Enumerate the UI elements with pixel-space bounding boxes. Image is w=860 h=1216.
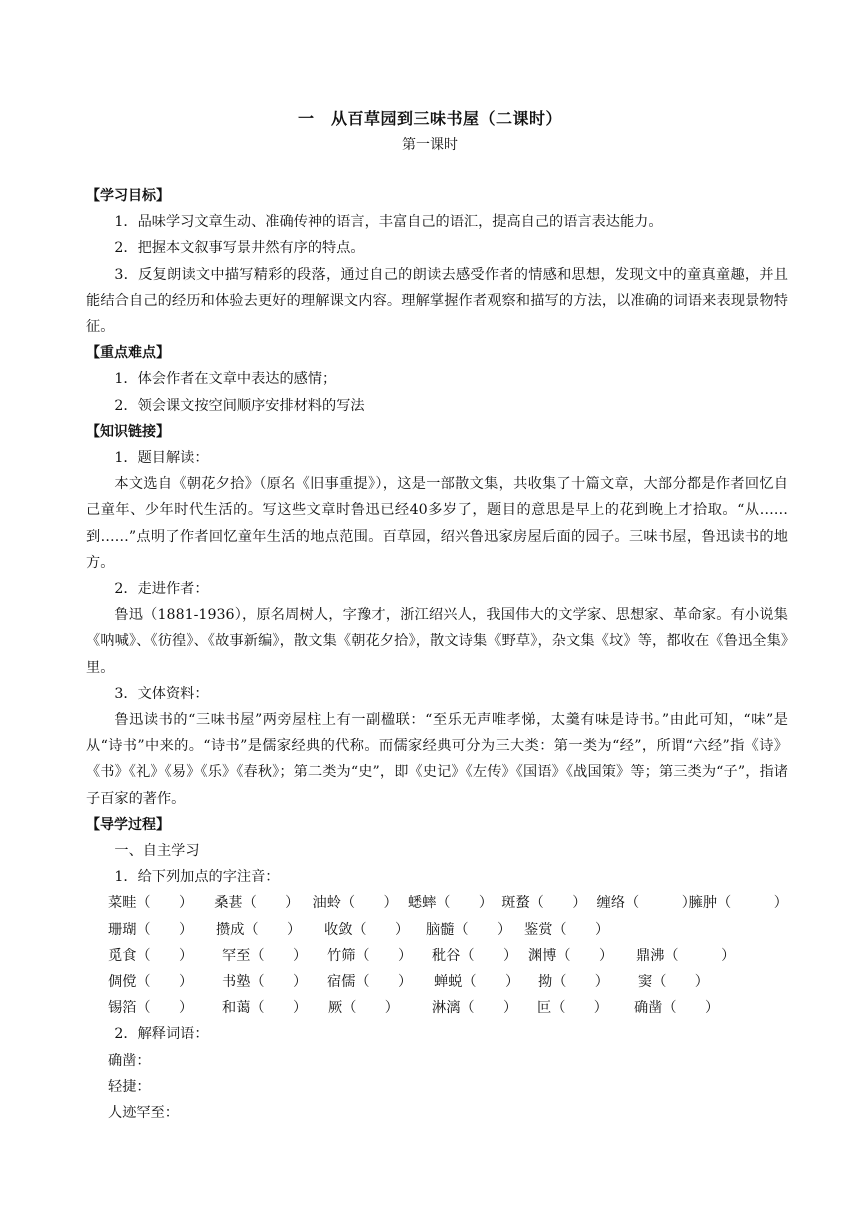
section-heading-process: 【导学过程】 xyxy=(86,816,170,833)
section-heading-goals: 【学习目标】 xyxy=(86,188,170,204)
vocab-item: 竹筛（ ） xyxy=(327,947,413,964)
subsection-title: 3．文体资料： xyxy=(114,685,209,702)
vocab-item: 脑髓（ ） xyxy=(426,921,512,938)
vocab-grid xyxy=(86,890,788,1021)
vocab-row xyxy=(108,890,788,916)
term-item: 人迹罕至： xyxy=(108,1105,179,1122)
section-heading-key-points: 【重点难点】 xyxy=(86,345,170,362)
subsection-title: 1．题目解读： xyxy=(114,450,209,467)
key-point-item: 1．体会作者在文章中表达的感情； xyxy=(114,371,337,388)
vocab-item: 收敛（ ） xyxy=(324,921,410,938)
vocab-item: 缠络（ ） xyxy=(596,895,696,912)
vocab-row xyxy=(108,917,788,943)
vocab-item: 珊瑚（ ） xyxy=(108,921,194,938)
paragraph: 鲁迅读书的“三味书屋”两旁屋柱上有一副楹联：“至乐无声唯孝悌，太羹有味是诗书。”由此可知，“味”是从“诗书”中来的。“诗书”是儒家经典的代称。而儒家经典可分为三大类：第一类为“经”，所谓“六经”指《诗》《书》《礼》《易》《乐》《春秋》；第二类为“史”，即《史记》《左传》《国语》《战国策》等；第三类为“子”，指诸子百家的著作。 xyxy=(86,712,788,807)
vocab-item: 攒成（ ） xyxy=(216,921,302,938)
vocab-item: 秕谷（ ） xyxy=(432,947,518,964)
question-title: 1．给下列加点的字注音： xyxy=(114,869,280,886)
document-body xyxy=(86,183,788,1126)
vocab-item: 鉴赏（ ） xyxy=(524,921,610,938)
vocab-item: 确凿（ ） xyxy=(634,1000,720,1017)
vocab-row xyxy=(108,943,788,969)
vocab-item: 臃肿（ ） xyxy=(688,895,788,912)
vocab-item: 叵（ ） xyxy=(537,1000,608,1017)
vocab-item: 觅食（ ） xyxy=(108,947,194,964)
vocab-item: 斑蝥（ ） xyxy=(501,895,587,912)
key-point-item: 2．领会课文按空间顺序安排材料的写法 xyxy=(114,397,365,414)
vocab-row xyxy=(108,969,788,995)
vocab-item: 桑葚（ ） xyxy=(214,895,300,912)
vocab-row xyxy=(108,995,788,1021)
vocab-item: 和蔼（ ） xyxy=(222,1000,308,1017)
question-title: 2．解释词语： xyxy=(114,1026,209,1043)
vocab-item: 渊博（ ） xyxy=(528,947,614,964)
vocab-item: 厥（ ） xyxy=(328,1000,399,1017)
term-item: 确凿： xyxy=(108,1052,151,1069)
paragraph: 鲁迅（1881-1936），原名周树人，字豫才，浙江绍兴人，我国伟大的文学家、思想家、革命家。有小说集《呐喊》、《彷徨》、《故事新编》，散文集《朝花夕拾》，散文诗集《野草》，杂文集《坟》等，都收在《鲁迅全集》里。 xyxy=(86,607,788,676)
paragraph: 本文选自《朝花夕拾》（原名《旧事重提》），这是一部散文集，共收集了十篇文章，大部分都是作者回忆自己童年、少年时代生活的。写这些文章时鲁迅已经40多岁了，题目的意思是早上的花到晚上才拾取。“从……到……”点明了作者回忆童年生活的地点范围。百草园，绍兴鲁迅家房屋后面的园子。三味书屋，鲁迅读书的地方。 xyxy=(86,476,788,571)
vocab-item: 倜傥（ ） xyxy=(108,974,194,991)
goal-item: 2．把握本文叙事写景井然有序的特点。 xyxy=(114,240,365,257)
part-title: 一、自主学习 xyxy=(114,843,200,860)
vocab-item: 油蛉（ ） xyxy=(312,895,398,912)
vocab-item: 蟋蟀（ ） xyxy=(407,895,494,912)
goal-item: 3．反复朗读文中描写精彩的段落，通过自己的朗读去感受作者的情感和思想，发现文中的童真童趣，并且能结合自己的经历和体验去更好的理解课文内容。理解掌握作者观察和描写的方法，以准确的词语来表现景物特征。 xyxy=(86,266,788,336)
vocab-item: 锡箔（ ） xyxy=(108,1000,194,1017)
goal-item: 1．品味学习文章生动、准确传神的语言，丰富自己的语汇，提高自己的语言表达能力。 xyxy=(114,214,663,231)
vocab-item: 鼎沸（ ） xyxy=(636,947,736,964)
page-title: 一 从百草园到三味书屋（二课时） xyxy=(297,109,562,128)
vocab-item: 菜畦（ ） xyxy=(108,895,194,912)
page-subtitle: 第一课时 xyxy=(402,137,458,153)
section-heading-knowledge: 【知识链接】 xyxy=(86,423,170,440)
subsection-title: 2．走进作者： xyxy=(114,581,209,598)
vocab-item: 拗（ ） xyxy=(538,974,609,991)
vocab-item: 窦（ ） xyxy=(638,974,709,991)
terms-list xyxy=(86,1048,788,1127)
vocab-item: 蝉蜕（ ） xyxy=(434,974,520,991)
term-item: 轻捷： xyxy=(108,1078,151,1095)
vocab-item: 宿儒（ ） xyxy=(327,974,413,991)
vocab-item: 书塾（ ） xyxy=(222,974,308,991)
vocab-item: 淋漓（ ） xyxy=(432,1000,518,1017)
vocab-item: 罕至（ ） xyxy=(222,947,308,964)
